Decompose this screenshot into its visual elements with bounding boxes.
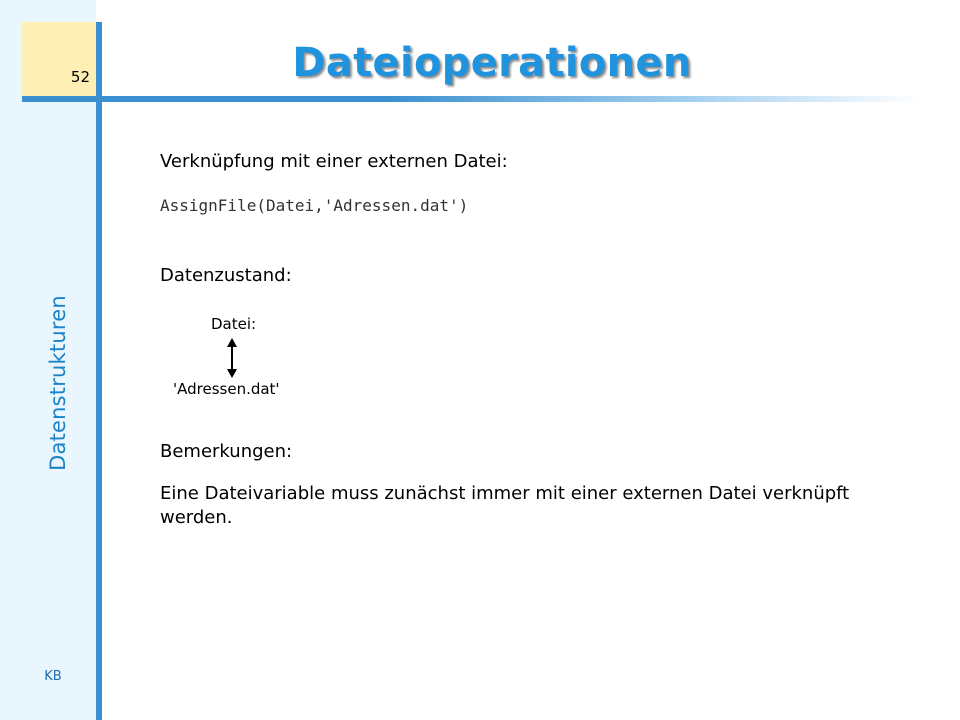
double-arrow-icon	[222, 338, 242, 378]
remarks-heading: Bemerkungen:	[160, 441, 293, 462]
vertical-accent-line	[96, 22, 102, 720]
code-line: AssignFile(Datei,'Adressen.dat')	[160, 196, 469, 215]
page-number-box	[22, 22, 96, 98]
link-heading: Verknüpfung mit einer externen Datei:	[160, 151, 508, 172]
remarks-text: Eine Dateivariable muss zunächst immer mit einer externen Datei verknüpft werden.	[160, 483, 850, 528]
diagram-bottom-label: 'Adressen.dat'	[173, 380, 280, 398]
slide-title: Dateioperationen	[292, 40, 692, 86]
page-number: 52	[70, 68, 90, 86]
state-heading: Datenzustand:	[160, 265, 292, 286]
horizontal-accent-line	[22, 96, 922, 102]
diagram-top-label: Datei:	[211, 315, 257, 333]
footer-initials: KB	[44, 669, 62, 684]
section-title: Datenstrukturen	[46, 295, 70, 471]
